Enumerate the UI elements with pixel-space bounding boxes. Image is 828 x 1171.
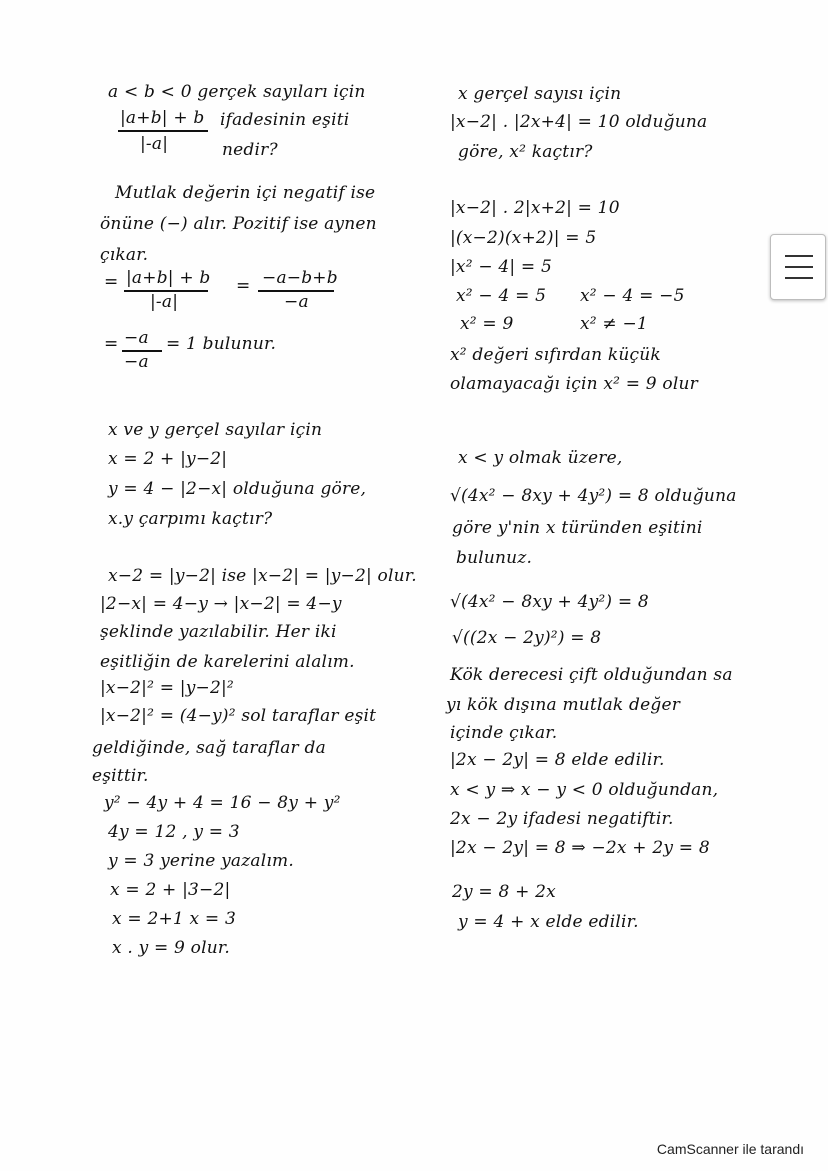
solution4-line11: y = 4 + x elde edilir.: [458, 912, 639, 932]
solution2-line13: x = 2+1 x = 3: [112, 909, 236, 929]
solution4-line6: |2x − 2y| = 8 elde edilir.: [450, 750, 665, 770]
solution1-den1: |-a|: [150, 292, 179, 312]
solution2-line2: |2−x| = 4−y → |x−2| = 4−y: [100, 594, 342, 614]
solution2-line4: eşitliğin de karelerini alalım.: [100, 652, 355, 672]
solution2-line12: x = 2 + |3−2|: [110, 880, 231, 900]
solution4-line3: Kök derecesi çift olduğundan sa: [450, 665, 733, 685]
solution3-line5a: x² = 9: [460, 314, 514, 334]
solution4-line4: yı kök dışına mutlak değer: [446, 695, 681, 715]
problem4-line1: x < y olmak üzere,: [458, 448, 623, 468]
problem1-line2: ifadesinin eşiti: [220, 110, 350, 130]
solution4-line8: 2x − 2y ifadesi negatiftir.: [450, 809, 674, 829]
problem1-fraction-bar: [118, 130, 208, 132]
problem2-line2: x = 2 + |y−2|: [108, 449, 228, 469]
camscanner-footer: CamScanner ile tarandı: [656, 1141, 804, 1157]
solution3-line2: |(x−2)(x+2)| = 5: [450, 228, 597, 248]
solution3-line6: x² değeri sıfırdan küçük: [450, 345, 661, 365]
solution4-line1: √(4x² − 8xy + 4y²) = 8: [450, 592, 649, 612]
problem2-line4: x.y çarpımı kaçtır?: [108, 509, 273, 529]
solution1-line3: çıkar.: [100, 245, 149, 265]
solution2-line14: x . y = 9 olur.: [112, 938, 230, 958]
problem2-line1: x ve y gerçel sayılar için: [108, 420, 323, 440]
solution2-line7: geldiğinde, sağ taraflar da: [92, 738, 326, 758]
menu-bar-bottom: [785, 277, 813, 279]
solution1-den3: −a: [124, 352, 149, 372]
solution3-line4a: x² − 4 = 5: [456, 286, 547, 306]
problem1-denominator: |-a|: [140, 134, 169, 154]
problem4-line3: göre y'nin x türünden eşitini: [452, 518, 703, 538]
solution4-line7: x < y ⇒ x − y < 0 olduğundan,: [450, 780, 719, 800]
problem4-line4: bulunuz.: [456, 548, 533, 568]
solution1-eq1: =: [104, 272, 119, 292]
solution4-line5: içinde çıkar.: [450, 723, 558, 743]
solution1-num3: −a: [124, 328, 149, 348]
problem4-line2: √(4x² − 8xy + 4y²) = 8 olduğuna: [450, 486, 737, 506]
solution1-eq2: =: [236, 276, 251, 296]
solution4-line2: √((2x − 2y)²) = 8: [452, 628, 602, 648]
problem3-line2: |x−2| . |2x+4| = 10 olduğuna: [450, 112, 708, 132]
solution2-line10: 4y = 12 , y = 3: [108, 822, 240, 842]
solution3-line7: olamayacağı için x² = 9 olur: [450, 374, 698, 394]
hamburger-menu-icon[interactable]: [770, 234, 826, 300]
solution4-line10: 2y = 8 + 2x: [452, 882, 556, 902]
problem2-line3: y = 4 − |2−x| olduğuna göre,: [108, 479, 367, 499]
problem1-numerator: |a+b| + b: [120, 108, 205, 128]
menu-bar-top: [785, 255, 813, 257]
problem3-line3: göre, x² kaçtır?: [458, 142, 593, 162]
solution1-num1: |a+b| + b: [126, 268, 211, 288]
problem1-line3: nedir?: [222, 140, 278, 160]
solution2-line5: |x−2|² = |y−2|²: [100, 678, 234, 698]
problem1-line1: a < b < 0 gerçek sayıları için: [108, 82, 366, 102]
solution4-line9: |2x − 2y| = 8 ⇒ −2x + 2y = 8: [450, 838, 710, 858]
solution1-eq3: =: [104, 334, 119, 354]
solution3-line3: |x² − 4| = 5: [450, 257, 552, 277]
solution2-line11: y = 3 yerine yazalım.: [108, 851, 294, 871]
solution3-line5b: x² ≠ −1: [580, 314, 648, 334]
solution1-line1: Mutlak değerin içi negatif ise: [115, 183, 376, 203]
solution2-line1: x−2 = |y−2| ise |x−2| = |y−2| olur.: [108, 566, 417, 586]
solution2-line6: |x−2|² = (4−y)² sol taraflar eşit: [100, 706, 377, 726]
solution3-line4b: x² − 4 = −5: [580, 286, 685, 306]
solution1-line2: önüne (−) alır. Pozitif ise aynen: [100, 214, 377, 234]
solution2-line9: y² − 4y + 4 = 16 − 8y + y²: [104, 793, 341, 813]
solution3-line1: |x−2| . 2|x+2| = 10: [450, 198, 620, 218]
solution2-line3: şeklinde yazılabilir. Her iki: [100, 622, 337, 642]
solution2-line8: eşittir.: [92, 766, 149, 786]
menu-bar-middle: [785, 266, 813, 268]
solution1-den2: −a: [284, 292, 309, 312]
solution1-result: = 1 bulunur.: [166, 334, 277, 354]
problem3-line1: x gerçel sayısı için: [458, 84, 622, 104]
solution1-num2: −a−b+b: [262, 268, 338, 288]
